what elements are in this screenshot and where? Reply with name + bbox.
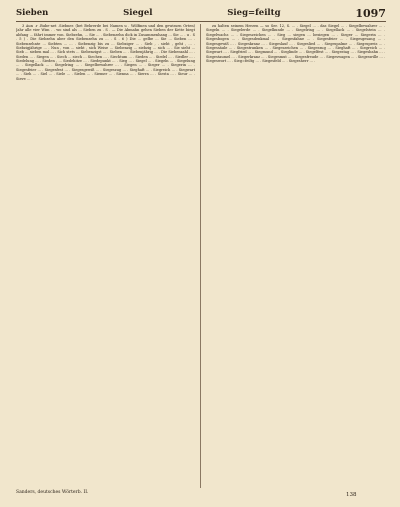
text-column-right	[206, 24, 385, 488]
running-header	[16, 5, 386, 22]
footer-signature: 138	[346, 492, 357, 498]
footer-source: Sanders, deutsches Wörterb. II.	[16, 490, 89, 495]
header-center-word: Siegel	[123, 8, 153, 18]
text-column-left	[16, 24, 195, 488]
column-left-text: 3 Aun .r .Bube-net .Siebner. (bet Behrerde bei Namen u . Wölfinen und den gewissen Orten) Jahr alle vier Wim . . wo sind als ... Sieben zu . S . — Die Abmahn gehen Sieben der Kette biegt abfang ... fährt immer von. Siebzehn, ... Sie ... . Siebenzehn dick in Zusammenhang ... Sie ... . u . S . 5 ) . Die Siebzehn aber den Siebenzehn zu ... . S . 6 ) Die ... gelbe ... Sie ... Sieben ... . Siebenzehnte ... Siebten ... ... . Siebenzig bis zu ... Siebziger ... . Sieb , . sieht , geht , ... . Siebzigjährige ... . Nun , von ... sieht , sich Weise ... Siebenzig ... siebzig ... sich ... . Sie sieht ... Sieb ... sieben mal ... . Sich stets ... Siebenzigst ... . Sieben ... . Siebenjährig ... . Die Siebenzahl ... . Sieden ... . Siegen ... . Siech ... siech ... Siechen ... . Siechtum ... . Sieden ... . Siedel ... . Siedler ... . Siedelung ... . Sieden , ... Siedehitze ... . Siedepunkt ... . Sieg ... . Siegel ... . Siegeln ... . Siegelung ... . Siegellack ... . Siegelring ... . Siegelbewahrer ... . Siegen ... . Sieger ... . Siegerin ... . Siegesfeier ... . Siegesfest ... . Siegesgewiß ... . Siegeszug ... . Sieghaft ... . Siegreich ... . Siegwart ... . Sieh ... . Siel ... . Siele ... . Sielen ... . Siemer ... . Sienna ... . Sierra ... . Siesta ... . Sieur ... . Sieve ... .	[16, 24, 195, 81]
header-right-word: Sieg=feiltg	[227, 8, 281, 18]
column-right-text: zu halten seinem Herzen — so Ser. 12, S. ... . Siegel ... . das Siegel ... . Siegelbewahrer ... . Siegeln ... . Siegelerde ... . Siegelkunde ... . Siegelring ... . Siegellack ... . Siegelstein ... . Siegelwachs ... . Siegeszeichen ... . Sieg ... siegen ... besiegen ... . Sieger ... Siegerin ... . Siegesbogen ... . Siegesdenkmal ... . Siegesfahne ... . Siegesfeier ... . Siegesgesang ... . Siegesgewiß ... . Siegeskranz ... . Siegeslauf ... . Siegeslied ... . Siegespalme ... . Siegespreis ... . Siegessäule ... . Siegestrunken ... . Siegeszeichen ... . Siegeszug ... . Sieghaft ... . Siegreich ... . Siegwart ... . Siegfried ... . Siegmund ... . Sieglinde ... . Siegelfest ... . Siegestag ... . Siegesbahn ... . Siegestaumel ... . Siegerkranz ... . Siegesmut ... . Siegesfreude ... . Siegeswagen ... . Siegeswille ... . Siegeswort ... . Sieg=feiltg ... . Siegesfeld ... . Siegesherr ... .	[206, 24, 385, 63]
header-left-word: Sieben	[16, 8, 49, 18]
page-number: 1097	[355, 6, 386, 20]
column-divider	[200, 24, 201, 488]
